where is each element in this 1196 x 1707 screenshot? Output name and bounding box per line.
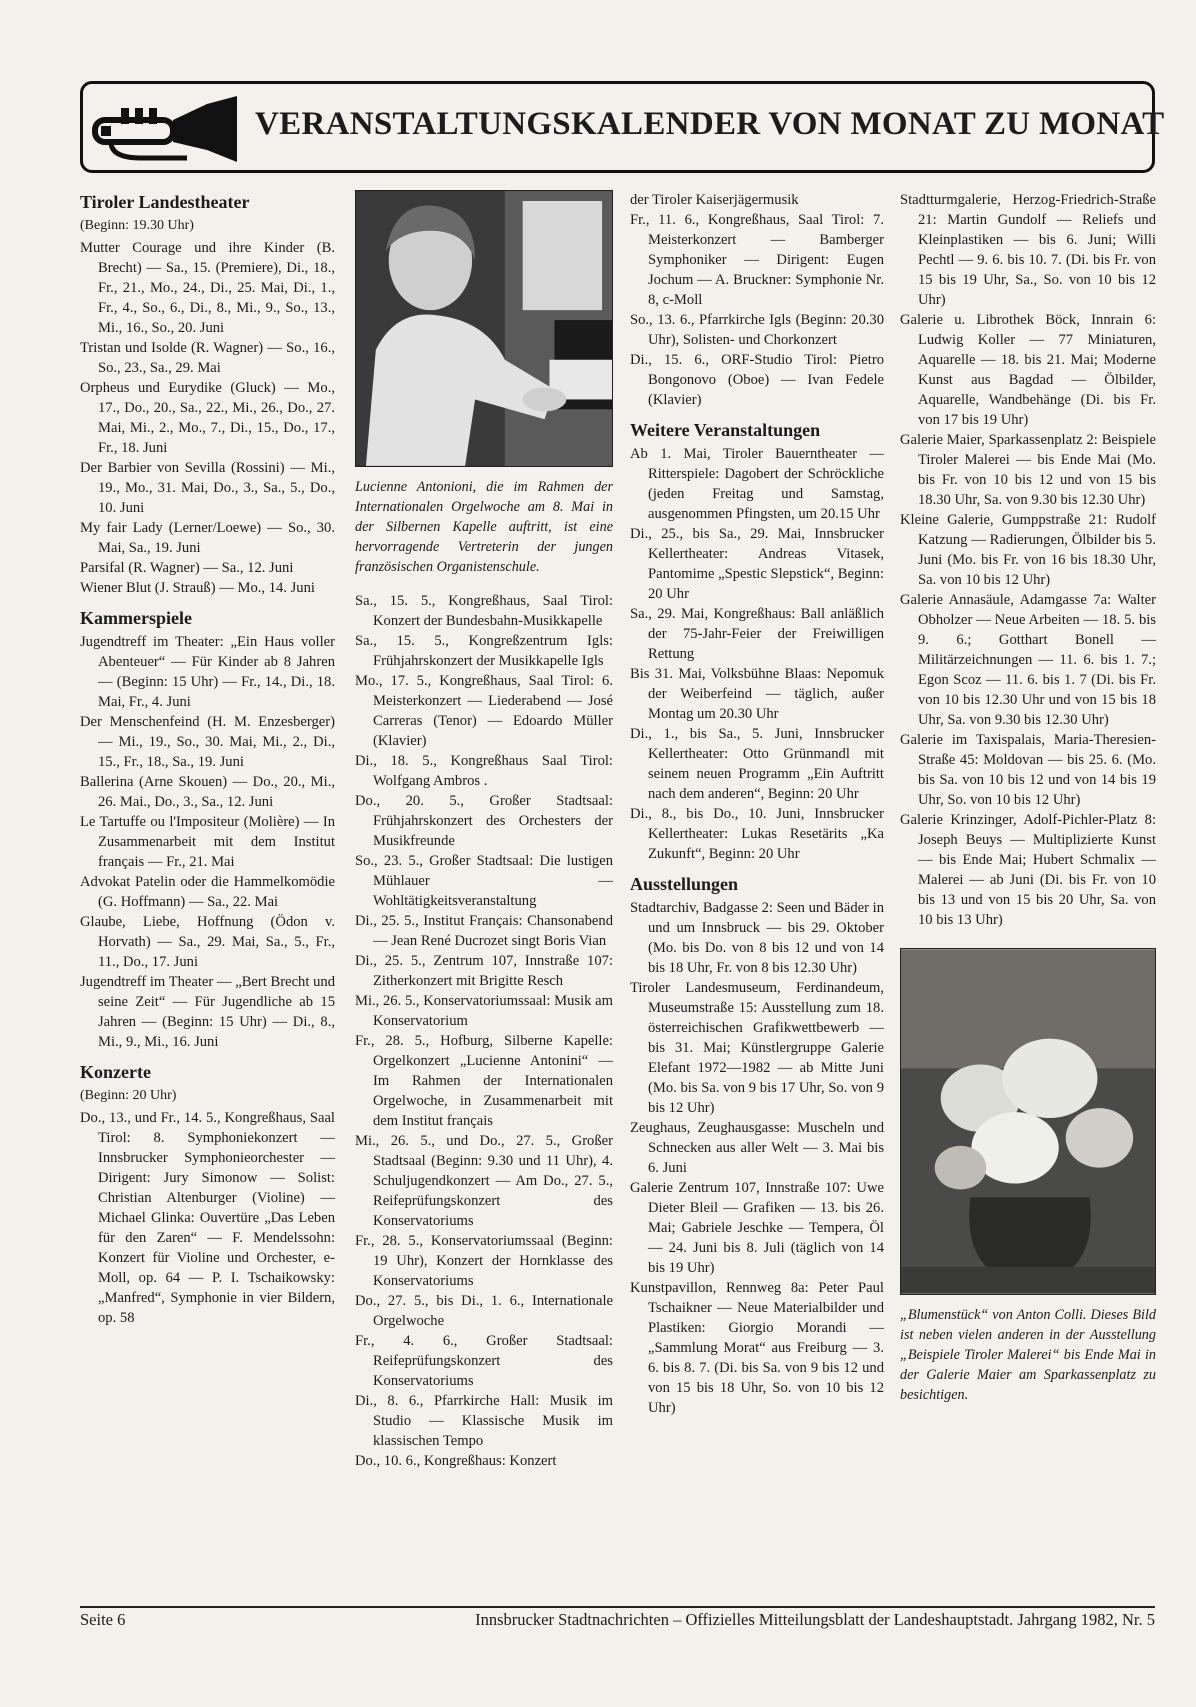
- entry: Ab 1. Mai, Tiroler Bauerntheater — Ritterspiele: Dagobert der Schröckliche (jeden Freitag und Samstag, ausgenommen Pfingsten, um 20.15 Uhr: [630, 446, 884, 522]
- flower-painting-image: [900, 948, 1156, 1295]
- entry: Parsifal (R. Wagner) — Sa., 12. Juni: [80, 560, 294, 576]
- entry: Fr., 28. 5., Konservatoriumssaal (Beginn: 19 Uhr), Konzert der Hornklasse des Konservatoriums: [355, 1233, 613, 1289]
- entry: Der Menschenfeind (H. M. Enzesberger) — Mi., 19., So., 30. Mai, Mi., 2., Di., 15., Fr., 18., Sa., 19. Juni: [80, 714, 335, 770]
- entry: Di., 8., bis Do., 10. Juni, Innsbrucker Kellertheater: Lukas Resetärits „Ka Zukunft“, Beginn: 20 Uhr: [630, 806, 884, 862]
- section-heading: Tiroler Landestheater: [80, 192, 250, 212]
- entry: Zeughaus, Zeughausgasse: Muscheln und Schnecken aus aller Welt — 3. Mai bis 6. Juni: [630, 1120, 884, 1176]
- publication-info: Innsbrucker Stadtnachrichten – Offizielles Mitteilungsblatt der Landeshauptstadt. Jahrgang 1982, Nr. 5: [475, 1610, 1155, 1629]
- entry-continuation: der Tiroler Kaiserjägermusik: [630, 192, 799, 208]
- entry: Orpheus und Eurydike (Gluck) — Mo., 17., Do., 20., Sa., 22., Mi., 26., Do., 27. Mai, Mi., 2., Mo., 7., Di., 15., Do., 17., Fr., 18. Juni: [80, 380, 335, 456]
- entry: Di., 8. 6., Pfarrkirche Hall: Musik im Studio — Klassische Musik im klassischen Tempo: [355, 1393, 613, 1449]
- section-heading: Ausstellungen: [630, 874, 739, 894]
- entry: Mi., 26. 5., und Do., 27. 5., Großer Stadtsaal (Beginn: 9.30 und 11 Uhr), 4. Schuljugendkonzert — Am Do., 27. 5., Reifeprüfungskonzert des Konservatoriums: [355, 1133, 613, 1229]
- page-title: VERANSTALTUNGSKALENDER VON MONAT ZU MONAT: [255, 106, 1165, 142]
- entry: Do., 27. 5., bis Di., 1. 6., Internationale Orgelwoche: [355, 1293, 613, 1329]
- section-heading: Konzerte: [80, 1062, 151, 1082]
- section-note: (Beginn: 20 Uhr): [80, 1088, 177, 1103]
- entry: So., 23. 5., Großer Stadtsaal: Die lustigen Mühlauer — Wohltätigkeitsveranstaltung: [355, 853, 613, 909]
- entry: Galerie Krinzinger, Adolf-Pichler-Platz 8: Joseph Beuys — Multiplizierte Kunst — bis Ende Mai; Hubert Schmalix — Malerei — ab Juni (Di. bis Fr. von 10 bis 13 und von 15 bis 20 Uhr, Sa. von 10 bis 13 Uhr): [900, 812, 1156, 928]
- entry: Advokat Patelin oder die Hammelkomödie (G. Hoffmann) — Sa., 22. Mai: [80, 874, 335, 910]
- page-footer: [80, 1610, 1155, 1630]
- entry: Galerie Annasäule, Adamgasse 7a: Walter Obholzer — Neue Arbeiten — 18. 5. bis 9. 6.; Gotthart Bonell — Militärzeichnungen — 11. 6. bis 1. 7.; Egon Scoz — 11. 6. bis 1. 7 (Di. bis Fr. von 10 bis 12.30 Uhr und von 15 bis 18 Uhr, Sa. von 9.30 bis 12.30 Uhr): [900, 592, 1156, 728]
- photo-caption: Lucienne Antonioni, die im Rahmen der Internationalen Orgelwoche am 8. Mai in der Silbernen Kapelle auftritt, ist eine hervorragende Vertreterin der jungen französischen Organistenschule.: [355, 479, 613, 575]
- entry: Mutter Courage und ihre Kinder (B. Brecht) — Sa., 15. (Premiere), Di., 18., Fr., 21., Mo., 24., Di., 25. Mai, Di., 1., Fr., 4., So., 6., Di., 8., Mi., 9., So., 13., Mi., 16., So., 20. Juni: [80, 240, 335, 336]
- painting-caption: „Blumenstück“ von Anton Colli. Dieses Bild ist neben vielen anderen in der Ausstellung „Beispiele Tiroler Malerei“ bis Ende Mai in der Galerie Maier am Sparkassenplatz zu besichtigen.: [900, 1307, 1156, 1403]
- entry: Galerie u. Librothek Böck, Innrain 6: Ludwig Koller — 77 Miniaturen, Aquarelle — 18. bis 21. Mai; Moderne Kunst aus Bagdad — Ölbilder, Aquarelle, Wandbehänge (Di. bis Fr. von 17 bis 19 Uhr): [900, 312, 1156, 428]
- calendar-header: [80, 81, 1165, 173]
- entry: Di., 15. 6., ORF-Studio Tirol: Pietro Bongonovo (Oboe) — Ivan Fedele (Klavier): [630, 352, 884, 408]
- entry: Di., 25. 5., Institut Français: Chansonabend — Jean René Ducrozet singt Boris Vian: [355, 913, 613, 949]
- entry: Do., 20. 5., Großer Stadtsaal: Frühjahrskonzert des Orchesters der Musikfreunde: [355, 793, 613, 849]
- entry: Tiroler Landesmuseum, Ferdinandeum, Museumstraße 15: Ausstellung zum 18. österreichischen Grafikwettbewerb — bis 31. Mai; Künstlergruppe Galerie Elefant 1972—1982 — ab Mitte Juni (Mo. bis Sa. von 9 bis 17 Uhr, So. von 9 bis 12 Uhr): [630, 980, 884, 1116]
- column-2: [355, 190, 613, 1471]
- column-3: [630, 190, 884, 1418]
- organist-photo: [355, 190, 613, 467]
- entry: Jugendtreff im Theater — „Bert Brecht und seine Zeit“ — Für Jugendliche ab 15 Jahren — (Beginn: 15 Uhr) — Di., 8., Mi., 9., Mi., 16. Juni: [80, 974, 335, 1050]
- entry: Stadtarchiv, Badgasse 2: Seen und Bäder in und um Innsbruck — bis 29. Oktober (Mo. bis Do. von 8 bis 12 und von 14 bis 18 Uhr, Fr. von 8 bis 12.30 Uhr): [630, 900, 884, 976]
- column-4: [900, 190, 1156, 1419]
- entry: So., 13. 6., Pfarrkirche Igls (Beginn: 20.30 Uhr), Solisten- und Chorkonzert: [630, 312, 884, 348]
- entry: Galerie Maier, Sparkassenplatz 2: Beispiele Tiroler Malerei — bis Ende Mai (Mo. bis Fr. von 10 bis 12 und von 15 bis 18.30 Uhr, Sa. von 9.30 bis 12.30 Uhr): [900, 432, 1156, 508]
- entry: My fair Lady (Lerner/Loewe) — So., 30. Mai, Sa., 19. Juni: [80, 520, 335, 556]
- entry: Sa., 29. Mai, Kongreßhaus: Ball anläßlich der 75-Jahr-Feier der Freiwilligen Rettung: [630, 606, 884, 662]
- entry: Fr., 28. 5., Hofburg, Silberne Kapelle: Orgelkonzert „Lucienne Antonini“ — Im Rahmen der Internationalen Orgelwoche, in Zusammenarbeit mit dem Institut français: [355, 1033, 613, 1129]
- page-number: Seite 6: [80, 1610, 126, 1629]
- entry: Sa., 15. 5., Kongreßhaus, Saal Tirol: Konzert der Bundesbahn-Musikkapelle: [355, 593, 613, 629]
- entry: Sa., 15. 5., Kongreßzentrum Igls: Frühjahrskonzert der Musikkapelle Igls: [355, 633, 613, 669]
- entry: Tristan und Isolde (R. Wagner) — So., 16., So., 23., Sa., 29. Mai: [80, 340, 335, 376]
- entry: Glaube, Liebe, Hoffnung (Ödon v. Horvath) — Sa., 29. Mai, Sa., 5., Fr., 11., Do., 17. Juni: [80, 914, 335, 970]
- section-note: (Beginn: 19.30 Uhr): [80, 218, 194, 233]
- entry: Fr., 4. 6., Großer Stadtsaal: Reifeprüfungskonzert des Konservatoriums: [355, 1333, 613, 1389]
- footer-rule: [80, 1606, 1155, 1608]
- entry: Jugendtreff im Theater: „Ein Haus voller Abenteuer“ — Für Kinder ab 8 Jahren — (Beginn: 15 Uhr) — Fr., 14., Di., 18. Mai, Fr., 4. Juni: [80, 634, 335, 710]
- entry: Mo., 17. 5., Kongreßhaus, Saal Tirol: 6. Meisterkonzert — Liederabend — José Carreras (Tenor) — Edoardo Müller (Klavier): [355, 673, 613, 749]
- entry: Galerie Zentrum 107, Innstraße 107: Uwe Dieter Bleil — Grafiken — 13. bis 26. Mai; Gabriele Jeschke — Tempera, Öl — 24. Juni bis 8. Juli (täglich von 14 bis 19 Uhr): [630, 1180, 884, 1276]
- trumpet-icon: [91, 90, 241, 168]
- entry: Fr., 11. 6., Kongreßhaus, Saal Tirol: 7. Meisterkonzert — Bamberger Symphoniker — Dirigent: Eugen Jochum — A. Bruckner: Symphonie Nr. 8, c-Moll: [630, 212, 884, 308]
- entry: Di., 25., bis Sa., 29. Mai, Innsbrucker Kellertheater: Andreas Vitasek, Pantomime „Spestic Slepstick“, Beginn: 20 Uhr: [630, 526, 884, 602]
- entry: Ballerina (Arne Skouen) — Do., 20., Mi., 26. Mai., Do., 3., Sa., 12. Juni: [80, 774, 335, 810]
- entry: Do., 10. 6., Kongreßhaus: Konzert: [355, 1453, 557, 1469]
- entry: Stadtturmgalerie, Herzog-Friedrich-Straße 21: Martin Gundolf — Reliefs und Kleinplastiken — bis 6. Juni; Willi Pechtl — 9. 6. bis 10. 7. (Di. bis Fr. von 15 bis 19 Uhr, Sa., So. von 10 bis 12 Uhr): [900, 192, 1156, 308]
- entry: Kunstpavillon, Rennweg 8a: Peter Paul Tschaikner — Neue Materialbilder und Plastiken: Giorgio Morandi — „Sammlung Morat“ aus Freiburg — 3. 6. bis 8. 7. (Di. bis Sa. von 9 bis 12 und von 15 bis 18 Uhr, So. von 10 bis 12 Uhr): [630, 1280, 884, 1416]
- entry: Le Tartuffe ou l'Impositeur (Molière) — In Zusammenarbeit mit dem Institut français — Fr., 21. Mai: [80, 814, 335, 870]
- entry: Galerie im Taxispalais, Maria-Theresien-Straße 45: Moldovan — bis 25. 6. (Mo. bis Sa. von 10 bis 12 und von 14 bis 19 Uhr, So. von 10 bis 12 Uhr): [900, 732, 1156, 808]
- column-1: [80, 190, 335, 1328]
- section-heading: Kammerspiele: [80, 608, 192, 628]
- entry: Di., 25. 5., Zentrum 107, Innstraße 107: Zitherkonzert mit Brigitte Resch: [355, 953, 613, 989]
- entry: Do., 13., und Fr., 14. 5., Kongreßhaus, Saal Tirol: 8. Symphoniekonzert — Innsbrucker Symphonieorchester — Dirigent: Jury Simonow — Solist: Christian Altenburger (Violine) — Michael Glinka: Ouvertüre „Das Leben für den Zaren“ — F. Mendelssohn: Konzert für Violine und Orchester, e-Moll, op. 64 — P. I. Tschaikowsky: „Manfred“, Symphonie in vier Bildern, op. 58: [80, 1110, 335, 1326]
- entry: Wiener Blut (J. Strauß) — Mo., 14. Juni: [80, 580, 315, 596]
- entry: Der Barbier von Sevilla (Rossini) — Mi., 19., Mo., 31. Mai, Do., 3., Sa., 5., Do., 10. Juni: [80, 460, 335, 516]
- entry: Di., 1., bis Sa., 5. Juni, Innsbrucker Kellertheater: Otto Grünmandl mit seinem neuen Programm „Ein Auftritt nach dem anderen“, Beginn: 20 Uhr: [630, 726, 884, 802]
- entry: Mi., 26. 5., Konservatoriumssaal: Musik am Konservatorium: [355, 993, 613, 1029]
- entry: Kleine Galerie, Gumppstraße 21: Rudolf Katzung — Radierungen, Ölbilder bis 5. Juni (Mo. bis Fr. von 16 bis 18.30 Uhr, Sa. von 10 bis 12 Uhr): [900, 512, 1156, 588]
- section-heading: Weitere Veranstaltungen: [630, 420, 821, 440]
- entry: Bis 31. Mai, Volksbühne Blaas: Nepomuk der Weiberfeind — täglich, außer Montag um 20.30 Uhr: [630, 666, 884, 722]
- entry: Di., 18. 5., Kongreßhaus Saal Tirol: Wolfgang Ambros .: [355, 753, 613, 789]
